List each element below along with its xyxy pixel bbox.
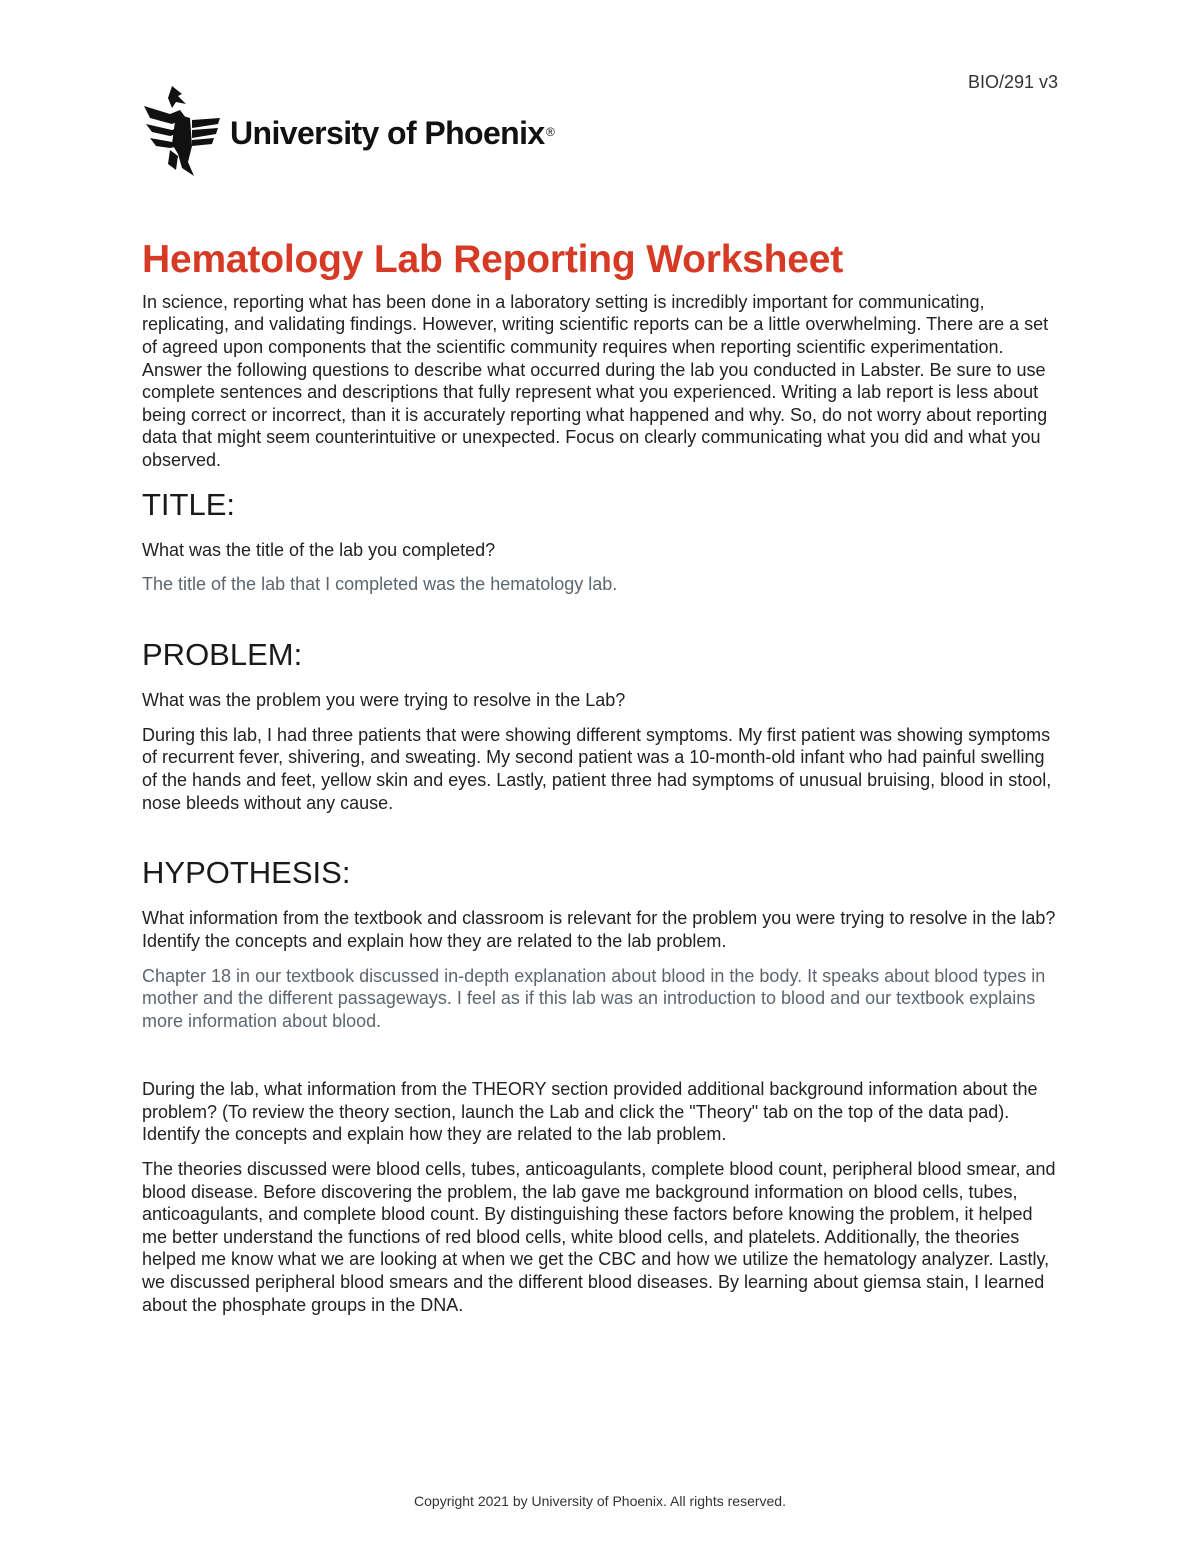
logo-wordmark: University of Phoenix xyxy=(230,115,545,151)
page-title: Hematology Lab Reporting Worksheet xyxy=(142,238,844,281)
hypothesis-heading: HYPOTHESIS: xyxy=(142,855,351,891)
hypothesis-question-theory: During the lab, what information from the THEORY section provided additional background information about the problem? (To review the theory section, launch the Lab and click the "Theory" tab on the top of the data pad). Identify the concepts and explain how they are related to the lab problem. xyxy=(142,1079,1038,1145)
problem-section xyxy=(142,636,1062,814)
problem-question: What was the problem you were trying to resolve in the Lab? xyxy=(142,690,626,711)
problem-answer: During this lab, I had three patients that were showing different symptoms. My first patient was showing symptoms of recurrent fever, shivering, and sweating. My second patient was a 10-month-old infant who had painful swelling of the hands and feet, yellow skin and eyes. Lastly, patient three had symptoms of unusual bruising, blood in stool, nose bleeds without any cause. xyxy=(142,724,1052,813)
title-section xyxy=(142,486,1062,596)
copyright-footer: Copyright 2021 by University of Phoenix. All rights reserved. xyxy=(414,1493,786,1509)
hypothesis-answer-textbook: Chapter 18 in our textbook discussed in-depth explanation about blood in the body. It speaks about blood types in mother and the different passageways. I feel as if this lab was an introduction to blood and our textbook explains more information about blood. xyxy=(142,965,1046,1031)
hypothesis-question-textbook: What information from the textbook and classroom is relevant for the problem you were trying to resolve in the lab? Identify the concepts and explain how they are related to the lab problem. xyxy=(142,908,1056,951)
registered-mark: ® xyxy=(546,125,555,139)
phoenix-bird-icon xyxy=(144,86,220,176)
title-question: What was the title of the lab you completed? xyxy=(142,539,496,560)
intro-paragraph: In science, reporting what has been done in a laboratory setting is incredibly important for communicating, replicating, and validating findings. However, writing scientific reports can be a little overwhelming. There are a set of agreed upon components that the scientific community requires when reporting scientific experimentation. Answer the following questions to describe what occurred during the lab you conducted in Labster. Be sure to use complete sentences and descriptions that fully represent what you experienced. Writing a lab report is less about being correct or incorrect, than it is accurately reporting what happened and why. So, do not worry about reporting data that might seem counterintuitive or unexpected. Focus on clearly communicating what you did and what you observed. xyxy=(142,291,1049,470)
title-answer: The title of the lab that I completed was the hematology lab. xyxy=(142,574,618,595)
hypothesis-answer-theory: The theories discussed were blood cells, tubes, anticoagulants, complete blood count, peripheral blood smear, and blood disease. Before discovering the problem, the lab gave me background information on blood cells, tubes, anticoagulants, and complete blood count. By distinguishing these factors before knowing the problem, it helped me better understand the functions of red blood cells, white blood cells, and platelets. Additionally, the theories helped me know what we are looking at when we get the CBC and how we utilize the hematology analyzer. Lastly, we discussed peripheral blood smears and the different blood diseases. By learning about giemsa stain, I learned about the phosphate groups in the DNA. xyxy=(142,1159,1056,1315)
university-logo xyxy=(142,84,572,180)
course-code: BIO/291 v3 xyxy=(967,72,1058,92)
problem-heading: PROBLEM: xyxy=(142,636,303,672)
worksheet-content xyxy=(142,238,1062,1316)
title-heading: TITLE: xyxy=(142,486,236,522)
hypothesis-section xyxy=(142,854,1062,1316)
